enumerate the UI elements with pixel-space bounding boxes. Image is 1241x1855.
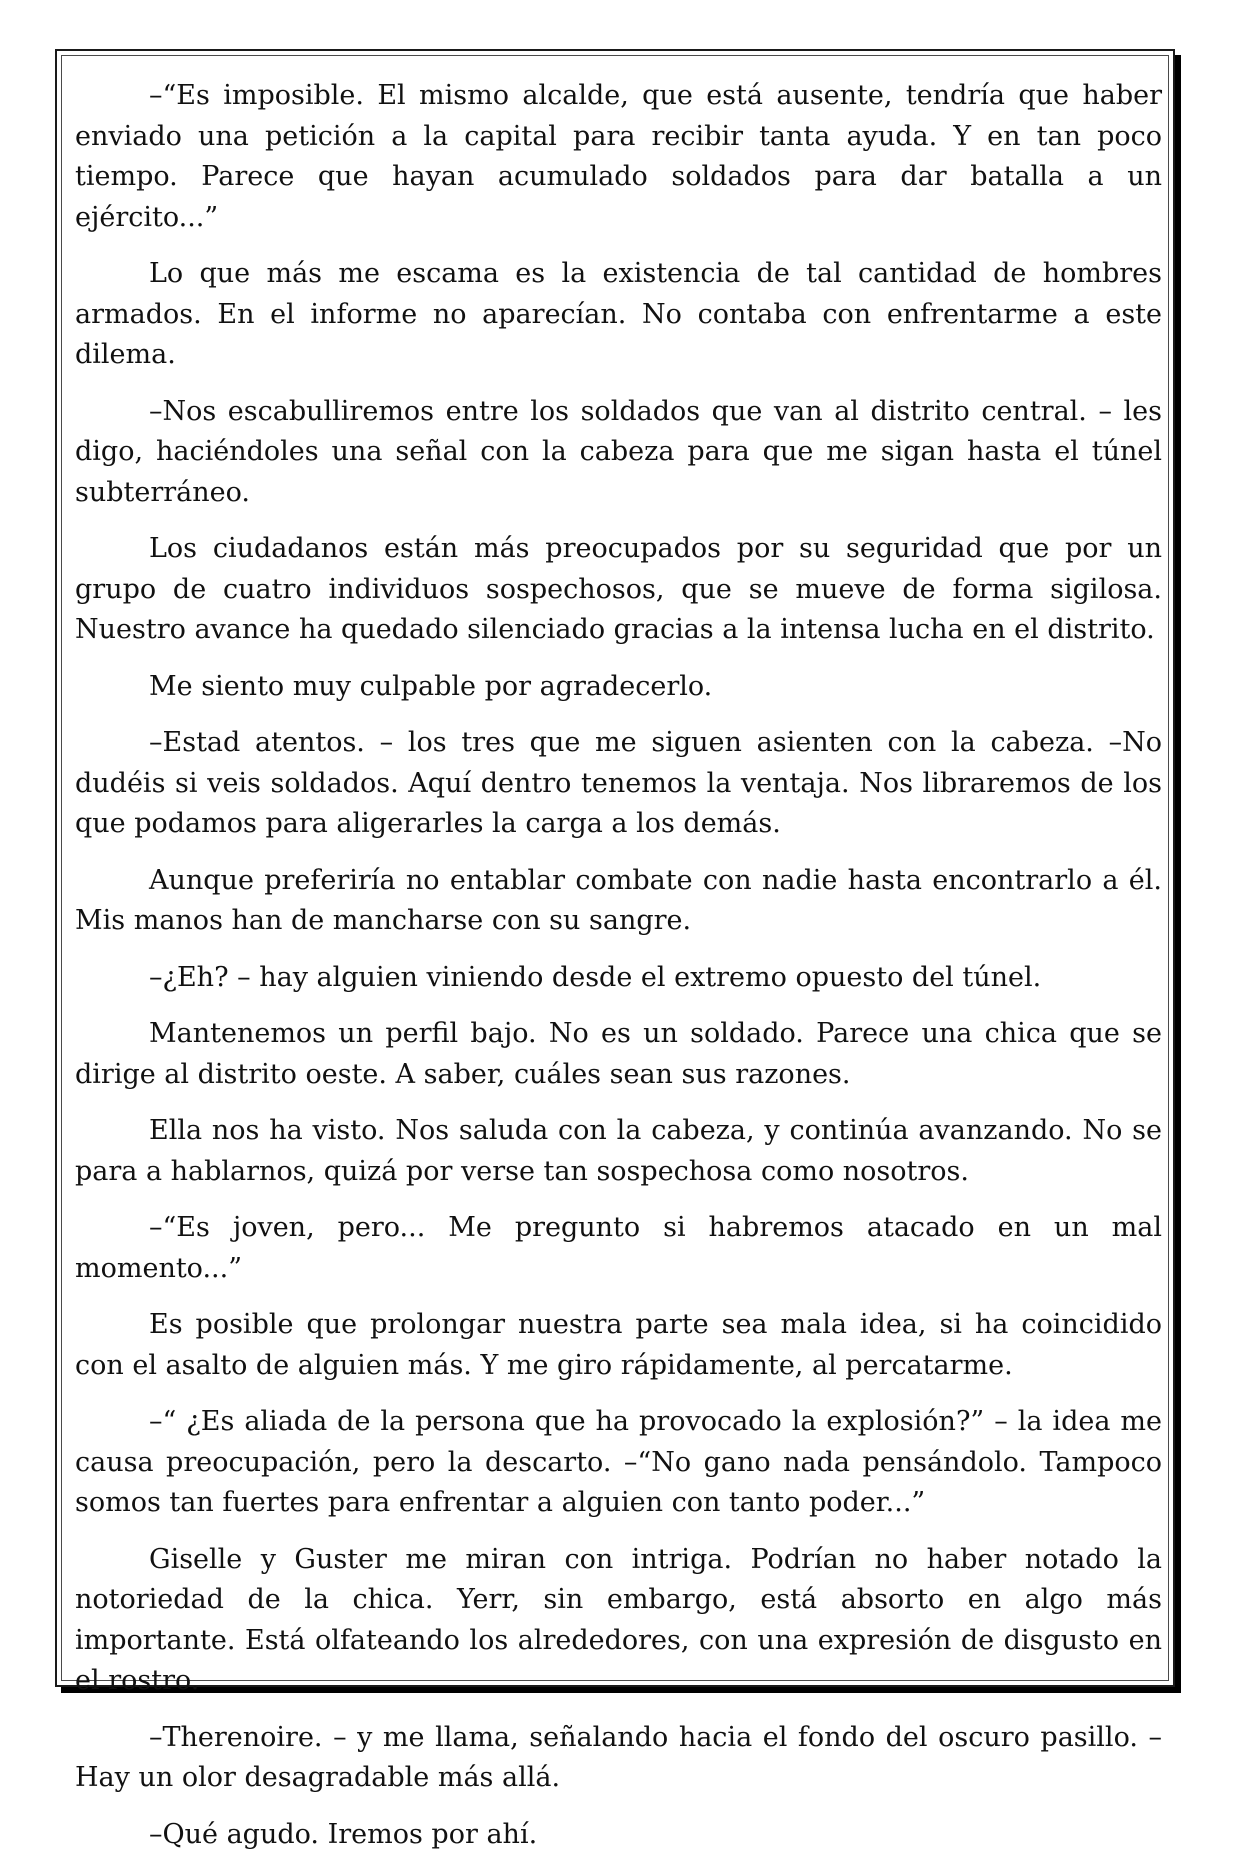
paragraph-12: Es posible que prolongar nuestra parte sea mala idea, si ha coincidido con el asalto de alguien más. Y me giro rápidamente, al percatarme. — [75, 1305, 1162, 1386]
paragraph-15: –Therenoire. – y me llama, señalando hacia el fondo del oscuro pasillo. –Hay un olor desagradable más allá. — [75, 1718, 1162, 1799]
paragraph-10: Ella nos ha visto. Nos saluda con la cabeza, y continúa avanzando. No se para a hablarnos, quizá por verse tan sospechosa como nosotros. — [75, 1111, 1162, 1192]
paragraph-4: Los ciudadanos están más preocupados por su seguridad que por un grupo de cuatro individuos sospechosos, que se mueve de forma sigilosa. Nuestro avance ha quedado silenciado gracias a la intensa lucha en el distrito. — [75, 529, 1162, 651]
paragraph-14: Giselle y Guster me miran con intriga. Podrían no haber notado la notoriedad de la chica. Yerr, sin embargo, está absorto en algo más importante. Está olfateando los alrededores, con una expresión de disgusto en el rostro. — [75, 1540, 1162, 1702]
document-body — [75, 76, 1162, 1855]
paragraph-13: –“ ¿Es aliada de la persona que ha provocado la explosión?” – la idea me causa preocupación, pero la descarto. –“No gano nada pensándolo. Tampoco somos tan fuertes para enfrentar a alguien con tanto poder...” — [75, 1402, 1162, 1524]
paragraph-3: –Nos escabulliremos entre los soldados que van al distrito central. – les digo, haciéndoles una señal con la cabeza para que me sigan hasta el túnel subterráneo. — [75, 392, 1162, 514]
paragraph-8: –¿Eh? – hay alguien viniendo desde el extremo opuesto del túnel. — [75, 958, 1162, 999]
paragraph-1: –“Es imposible. El mismo alcalde, que está ausente, tendría que haber enviado una petición a la capital para recibir tanta ayuda. Y en tan poco tiempo. Parece que hayan acumulado soldados para dar batalla a un ejército...” — [75, 76, 1162, 238]
paragraph-9: Mantenemos un perfil bajo. No es un soldado. Parece una chica que se dirige al distrito oeste. A saber, cuáles sean sus razones. — [75, 1014, 1162, 1095]
paragraph-11: –“Es joven, pero... Me pregunto si habremos atacado en un mal momento...” — [75, 1208, 1162, 1289]
paragraph-6: –Estad atentos. – los tres que me siguen asienten con la cabeza. –No dudéis si veis soldados. Aquí dentro tenemos la ventaja. Nos libraremos de los que podamos para aligerarles la carga a los demás. — [75, 723, 1162, 845]
paragraph-16: –Qué agudo. Iremos por ahí. — [75, 1815, 1162, 1855]
paragraph-2: Lo que más me escama es la existencia de tal cantidad de hombres armados. En el informe no aparecían. No contaba con enfrentarme a este dilema. — [75, 254, 1162, 376]
paragraph-5: Me siento muy culpable por agradecerlo. — [75, 667, 1162, 708]
paragraph-7: Aunque preferiría no entablar combate con nadie hasta encontrarlo a él. Mis manos han de mancharse con su sangre. — [75, 861, 1162, 942]
